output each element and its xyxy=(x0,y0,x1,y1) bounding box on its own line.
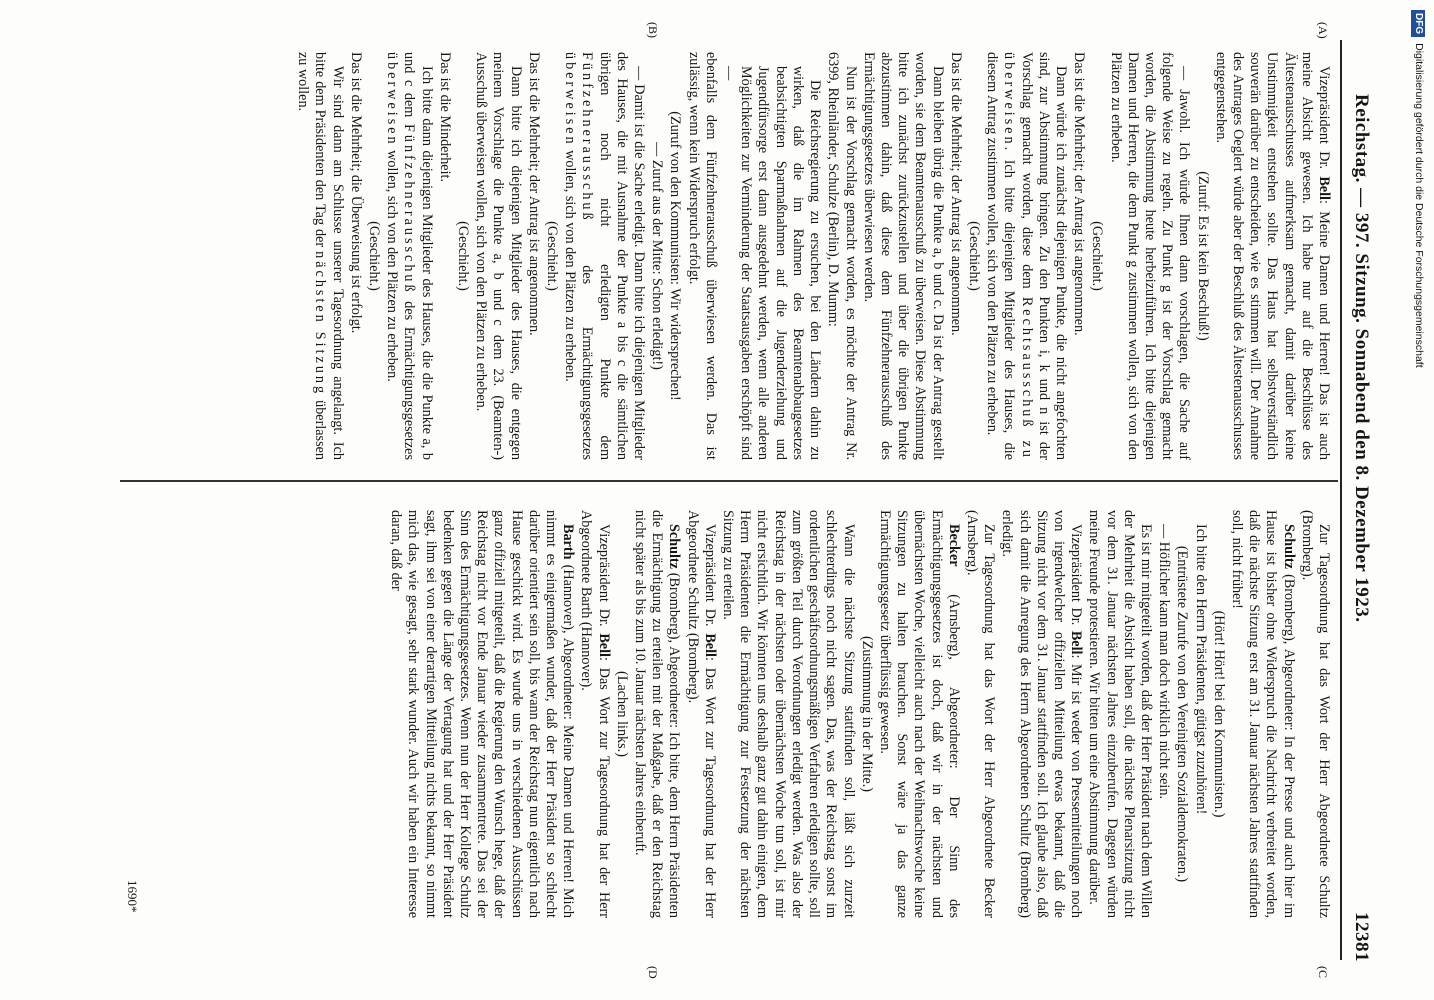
paragraph xyxy=(1212,52,1332,460)
text-run: Wir sind dann am Schlusse unserer Tagesordnung angelangt. Ich bitte dem Präsidenten den Tag der xyxy=(312,52,346,460)
speaker-name: Barth xyxy=(560,524,577,560)
spaced-text: Rechtsausschuß zu überweisen xyxy=(1001,52,1035,460)
paragraph xyxy=(998,510,1084,918)
interjection: (Geschieht.) xyxy=(455,221,472,291)
speaker-name: Bell xyxy=(1316,176,1332,200)
spaced-text: nächsten Sitzung xyxy=(312,251,329,397)
spaced-text: überweisen xyxy=(562,52,579,147)
paragraph: Das ist die Mehrheit; der Antrag ist angenommen. xyxy=(947,52,964,336)
speech-text: : Meine Damen und Herren! Das ist auch meine Absicht gewesen. Ich habe nur auf die Beschlüsse des Ältestenausschusses aufmerksam gemacht, damit darüber keine Unstimmigkeit entstehen sollte. Das Haus hat selbstverständlich souverän darüber zu entscheiden, wie es stimmen will. Der Annahme des Antrages Oeglert würde aber der Beschluß des Ältestenausschusses entgegenstehen. xyxy=(1212,52,1332,461)
margin-marker-a: (A) xyxy=(1316,22,1330,39)
paragraph: Dann bleiben übrig die Punkte a, b und c. Da ist der Antrag gestellt worden, sie dem Beamtenausschuß zu überweisen. Diese Abstimmung bitte ich zunächst zurückzustellen und über die übrigen Punkte abzustimmen dahin, daß diese dem Fünfzehnerausschuß des Ermächtigungsgesetzes überwiesen werden. xyxy=(860,52,946,460)
interjection: (Geschieht.) xyxy=(1089,221,1106,291)
column-divider xyxy=(120,480,1338,482)
paragraph: Das ist die Mehrheit; der Antrag ist angenommen. xyxy=(525,52,542,336)
interjection: (Zuruf von den Kommunisten: Wir widersprechen! xyxy=(667,111,684,401)
left-column xyxy=(293,52,1332,460)
text-run: wollen, sich von den Plätzen zu erheben. xyxy=(562,150,579,382)
interjection: (Geschieht.) xyxy=(965,221,982,291)
text-run: — Damit ist die Sache erledigt. Dann bitte ich diejenigen Mitglieder des Hauses, die mit Ausnahme der Punkte a bis c die sämtlichen übrigen noch nicht erledigten Punkte dem xyxy=(596,52,648,460)
speaker-title: Vizepräsident Dr. xyxy=(1068,524,1085,626)
text-run: Dann würde ich zunächst diejenigen Punkte, die nicht angefochten sind, zur Abstimmung bringen. Zu den Punkten i, k und n ist der Vorschlag gemacht worden, diese dem xyxy=(1018,52,1069,460)
text-run: . Ich bitte diejenigen Mitglieder des Hauses, die diesem Antrag zustimmen wollen, sich von den Plätzen zu erheben. xyxy=(984,52,1018,460)
interjection: (Entrüstete Zurufe von den Vereinigten Sozialdemokraten.) xyxy=(1174,545,1191,883)
speech-text: : Das Wort zur Tagesordnung hat der Herr Abgeordnete Schultz (Bromberg). xyxy=(684,510,718,919)
interjection: (Zuruf: Es ist kein Beschluß!) xyxy=(1194,171,1211,341)
dfg-logo: DFG xyxy=(1411,10,1425,37)
header-rule xyxy=(1340,40,1342,960)
speech-text: (Bromberg), Abgeordneter: Ich bitte, dem Herrn Präsidenten die Ermächtigung zu erteilen mit der Maßgabe, daß er den Reichstag nicht später als bis zum 10. Januar nächsten Jahres einberuft. xyxy=(632,510,683,918)
paragraph xyxy=(577,510,611,918)
speaker-title: Vizepräsident Dr. xyxy=(1316,66,1332,169)
paragraph: Zur Tagesordnung hat das Wort der Herr Abgeordnete Becker (Arnsberg). xyxy=(963,510,998,918)
text-run: wollen, sich von den Plätzen zu erheben. xyxy=(384,150,401,382)
credit-text: Digitalisierung gefördert durch die Deutsche Forschungsgemeinschaft xyxy=(1413,43,1425,368)
paragraph xyxy=(294,52,346,460)
page-header xyxy=(1348,24,1372,974)
paragraph: — Höflicher kann man doch wirklich nicht sein. xyxy=(1156,524,1173,800)
paragraph xyxy=(631,510,683,918)
paragraph xyxy=(876,510,962,918)
paragraph: Dann bitte ich diejenigen Mitglieder des Hauses, die entgegen meinem Vorschlage die Punkte a, b und c dem 23. (Beamten-) Ausschuß überweisen wollen, sich von den Plätzen zu erheben. xyxy=(473,52,524,460)
text-run: Ich bitte dann diejenigen Mitglieder des Hauses, die die Punkte a, b und c dem xyxy=(401,52,435,460)
text-run: des Ermächtigungsgesetzes xyxy=(401,301,418,460)
speech-text: : Mir ist weder von Pressemitteilungen noch von irgendwelcher offiziellen Mitteilung etwas bekannt, daß die Sitzung nicht vor dem 31. Januar stattfinden soll. Ich glaube also, daß sich damit die Anregung des Herrn Abgeordneten Schultz (Bromberg) erledigt. xyxy=(999,510,1085,919)
spaced-text: überweisen xyxy=(384,52,401,147)
interjection: (Geschieht.) xyxy=(366,221,383,291)
paragraph: Nun ist der Vorschlag gemacht worden, es möchte der Antrag Nr. 6399, Rheinländer, Schulze (Berlin), D. Mumm: xyxy=(825,52,859,460)
paragraph: Das ist die Mehrheit; die Überweisung ist erfolgt. xyxy=(347,52,364,334)
digitization-credit xyxy=(1412,10,1430,1000)
speaker-name: Schultz xyxy=(1280,524,1297,569)
spaced-text: Fünfzehnerausschuß xyxy=(579,52,596,223)
right-column xyxy=(386,510,1332,918)
paragraph: Es ist mir mitgeteilt worden, daß der Herr Präsident nach dem Willen der Mehrheit die Absicht haben soll, die nächste Plenarsitzung nicht vor dem 31. Januar nächsten Jahres einzuberufen. Dagegen würden meine Freunde protestieren. Wir bitten um eine Abstimmung darüber. xyxy=(1086,510,1154,918)
paragraph: Das ist die Minderheit. xyxy=(436,52,453,183)
margin-marker-d: (D xyxy=(646,966,660,979)
paragraph xyxy=(683,510,717,918)
paragraph: Wann die nächste Sitzung stattfinden soll, läßt sich zurzeit schlechterdings noch nicht sagen. Das, was der Reichstag sonst im ordentlichen geschäftsordnungsmäßigen Verfahren erledigen sollte, soll zum größten Teil durch Verordnungen erledigt werden. Was also der Reichstag in der nächsten oder übernächsten Woche tun soll, ist mir nicht ersichtlich. Wir könnten uns deshalb ganz gut dahin einigen, dem Herrn Präsidenten die Ermächtigung zur Festsetzung der nächsten Sitzung zu erteilen. xyxy=(720,510,857,918)
speaker-name: Bell xyxy=(1068,630,1085,655)
running-title: Reichstag. — 397. Sitzung. Sonnabend den 8. Dezember 1923. xyxy=(1351,94,1372,623)
paragraph xyxy=(383,52,435,460)
interjection: — Zuruf aus der Mitte: Schon erledigt!) xyxy=(649,142,666,370)
margin-marker-b: (B) xyxy=(646,22,660,38)
rotated-sheet xyxy=(70,0,1390,1000)
speaker-name: Becker xyxy=(945,524,962,567)
speaker-name: Schultz xyxy=(666,524,683,569)
paragraph: — Jawohl. Ich würde Ihnen dann vorschlagen, die Sache auf folgende Weise zu regeln. Zu Punkt g ist der Vorschlag gemacht worden, die Abstimmung heute herbeizuführen. Ich bitte diejenigen Damen und Herren, die dem Punkt g zustimmen wollen, sich von den Plätzen zu erheben. xyxy=(1107,52,1193,460)
speech-text: (Bromberg), Abgeordneter: In der Presse und auch hier im Hause ist bisher ohne Widerspruch die Nachricht verbreitet worden, daß die nächste Sitzung erst am 31. Januar nächsten Jahres stattfinden soll, nicht früher! xyxy=(1228,510,1297,918)
paragraph xyxy=(561,52,647,460)
column-number: 12381 xyxy=(1351,912,1372,962)
speaker-title: Vizepräsident Dr. xyxy=(701,524,718,627)
interjection: (Hört! Hört! bei den Kommunisten.) xyxy=(1210,610,1227,818)
paragraph: Das ist die Mehrheit; der Antrag ist angenommen. xyxy=(1071,52,1088,336)
speech-text: : Das Wort zur Tagesordnung hat der Herr Abgeordnete Barth (Hannover). xyxy=(578,510,612,919)
credit-line xyxy=(1410,10,1428,1000)
speech-text: (Hannover), Abgeordneter: Meine Damen und Herren! Mich nimmt es einigermaßen wunder, daß der Herr Präsident so schlecht darüber orientiert sein soll, bis wann der Reichstag nun eigentlich nach Hause geschickt wird. Es wurde uns in verschiedenen Ausschüssen ganz offiziell mitgeteilt, daß die Regierung den Wunsch hege, daß der Reichstag nicht vor Ende Januar wieder zusammentrete. Das sei der Sinn des Ermächtigungsgesetzes. Wenn nun der Herr Kollege Schultz bedenken gegen die Länge der Vertagung hat und der Herr Präsident sagt, ihm sei von einer derartigen Mitteilung nichts bekannt, so nimmt mich das, wie gesagt, sehr stark wunder. Auch wir haben ein Interesse daran, daß der xyxy=(388,510,577,918)
speaker-title: Vizepräsident Dr. xyxy=(595,524,612,627)
margin-marker-c: (C xyxy=(1316,966,1330,978)
paragraph xyxy=(1228,510,1297,918)
quoted-motion: Die Reichsregierung zu ersuchen, bei den Ländern dahin zu wirken, daß die im Rahmen des Beamtenabbaugesetzes beabsichtigten Sparmaßnahmen auf die Jugenderziehung und Jugendfürsorge erst dann ausgedehnt werden, wenn alle anderen Möglichkeiten zur Verminderung der Staatsausgaben erschöpft sind — xyxy=(721,66,824,460)
paragraph xyxy=(983,52,1069,460)
speaker-name: Bell xyxy=(595,633,612,657)
spaced-text: Fünfzehnerausschuß xyxy=(401,123,418,295)
paragraph: Ich bitte den Herrn Präsidenten, gütigst zuzuhören! xyxy=(1192,524,1209,815)
interjection: (Zustimmung in der Mitte.) xyxy=(858,635,875,793)
interjection: (Lachen links.) xyxy=(613,671,630,757)
text-run: überlassen zu wollen. xyxy=(295,52,329,460)
text-run: des Ermächtigungsgesetzes xyxy=(579,265,596,461)
sheet-number: 1690* xyxy=(125,880,140,913)
paragraph: ebenfalls dem Fünfzehnerausschuß überwiesen werden. Das ist zulässig, wenn kein Widerspruch erfolgt. xyxy=(685,52,719,460)
speaker-name: Bell xyxy=(701,633,718,657)
paragraph xyxy=(387,510,576,918)
speech-text: (Arnsberg), Abgeordneter: Der Sinn des Ermächtigungsgesetzes ist doch, daß wir in der nächsten und übernächsten Woche, vielleicht auch nach der Weihnachtswoche keine Sitzungen zu halten brauchen. Sonst wäre ja das ganze Ermächtigungsgesetz überflüssig gewesen. xyxy=(876,510,962,918)
interjection: (Geschieht.) xyxy=(544,221,561,291)
paragraph: Zur Tagesordnung hat das Wort der Herr Abgeordnete Schultz (Bromberg). xyxy=(1298,510,1332,918)
